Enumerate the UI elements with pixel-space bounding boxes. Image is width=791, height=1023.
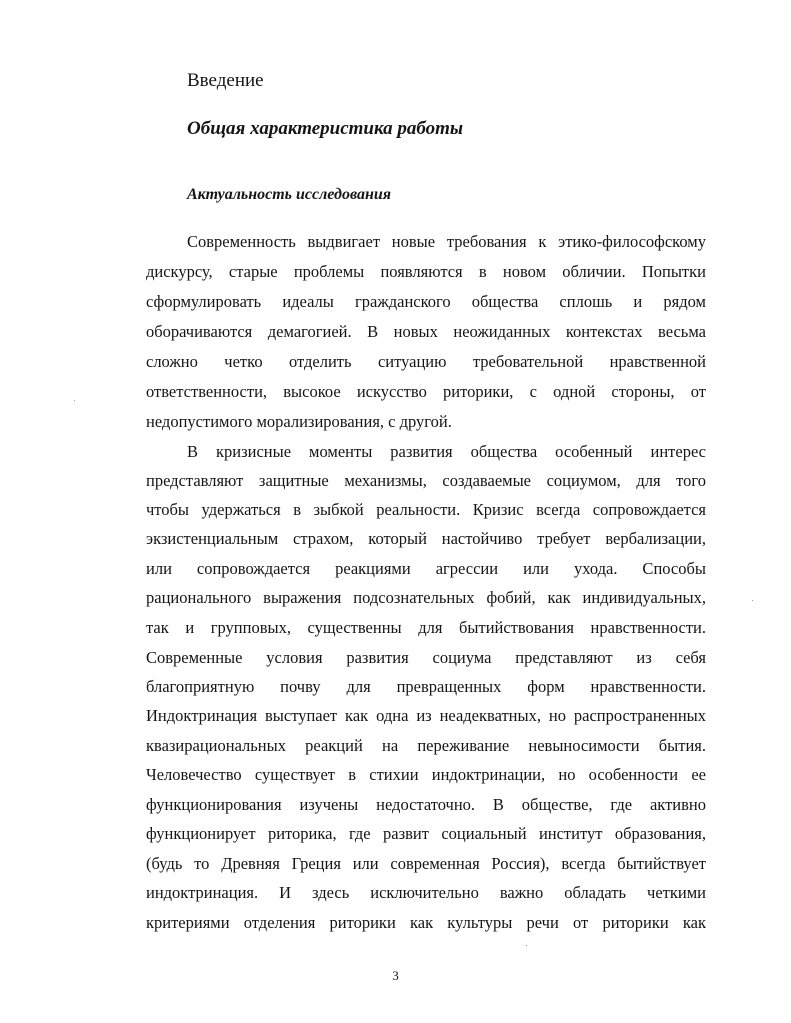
subsection-title: Актуальность исследования xyxy=(187,186,391,203)
scan-speck xyxy=(752,600,753,601)
text-line: критериями отделения риторики как культуры речи от риторики как xyxy=(146,913,706,932)
text-line: оборачиваются демагогией. В новых неожиданных контекстах весьма xyxy=(146,322,706,341)
text-line: так и групповых, существенны для бытийствования нравственности. xyxy=(146,618,706,637)
text-line: квазирациональных реакций на переживание невыносимости бытия. xyxy=(146,736,706,755)
text-line: Человечество существует в стихии индоктринации, но особенности ее xyxy=(146,765,706,784)
text-line: функционирования изучены недостаточно. В обществе, где активно xyxy=(146,795,706,814)
text-line: Индоктринация выступает как одна из неадекватных, но распространенных xyxy=(146,706,706,725)
text-line: сложно четко отделить ситуацию требовательной нравственной xyxy=(146,352,706,371)
text-line: чтобы удержаться в зыбкой реальности. Кризис всегда сопровождается xyxy=(146,500,706,519)
text-line: представляют защитные механизмы, создаваемые социумом, для того xyxy=(146,471,706,490)
chapter-title: Введение xyxy=(187,70,264,91)
text-line: дискурсу, старые проблемы появляются в новом обличии. Попытки xyxy=(146,262,706,281)
text-line: функционирует риторика, где развит социальный институт образования, xyxy=(146,824,706,843)
text-line: сформулировать идеалы гражданского общества сплошь и рядом xyxy=(146,292,706,311)
text-line: (будь то Древняя Греция или современная Россия), всегда бытийствует xyxy=(146,854,706,873)
text-line: Современные условия развития социума представляют из себя xyxy=(146,648,706,667)
text-line: благоприятную почву для превращенных форм нравственности. xyxy=(146,677,706,696)
text-line: ответственности, высокое искусство риторики, с одной стороны, от xyxy=(146,382,706,401)
text-line: экзистенциальным страхом, который настойчиво требует вербализации, xyxy=(146,529,706,548)
section-title: Общая характеристика работы xyxy=(187,118,464,139)
text-line: или сопровождается реакциями агрессии или ухода. Способы xyxy=(146,559,706,578)
scan-speck xyxy=(526,945,527,946)
page-number: 3 xyxy=(392,968,399,983)
text-line: Современность выдвигает новые требования к этико-философскому xyxy=(187,232,706,251)
text-line: индоктринация. И здесь исключительно важно обладать четкими xyxy=(146,883,706,902)
text-line: недопустимого морализирования, с другой. xyxy=(146,412,452,431)
text-line: В кризисные моменты развития общества особенный интерес xyxy=(187,442,706,461)
scan-speck xyxy=(74,400,75,401)
text-line: рационального выражения подсознательных фобий, как индивидуальных, xyxy=(146,588,706,607)
